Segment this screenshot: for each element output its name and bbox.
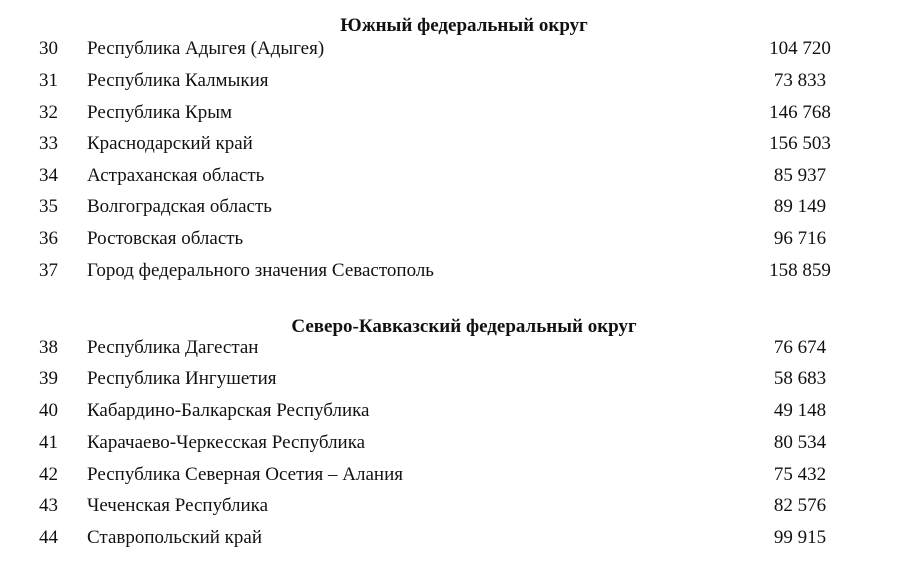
- region-value: 158 859: [769, 260, 831, 281]
- table-row: [0, 255, 904, 287]
- row-number: 42: [39, 464, 58, 485]
- region-name: Республика Адыгея (Адыгея): [87, 38, 325, 59]
- region-value: 99 915: [773, 527, 827, 548]
- section-title-north-caucasus: Северо-Кавказский федеральный округ: [291, 316, 637, 337]
- row-number: 36: [39, 228, 58, 249]
- row-number: 34: [39, 165, 58, 186]
- table-row: [0, 33, 904, 65]
- table-row: [0, 522, 904, 554]
- section-title-south: Южный федеральный округ: [340, 15, 588, 36]
- region-name: Республика Калмыкия: [87, 70, 269, 91]
- table-row: [0, 223, 904, 255]
- region-value: 96 716: [773, 228, 827, 249]
- region-value: 73 833: [773, 70, 827, 91]
- region-name: Чеченская Республика: [87, 495, 269, 516]
- region-value: 49 148: [773, 400, 827, 421]
- row-number: 43: [39, 495, 58, 516]
- region-name: Карачаево-Черкесская Республика: [87, 432, 366, 453]
- region-value: 104 720: [769, 38, 831, 59]
- table-row: [0, 160, 904, 192]
- row-number: 31: [39, 70, 58, 91]
- region-name: Ставропольский край: [87, 527, 263, 548]
- table-row: [0, 459, 904, 491]
- table-row: [0, 395, 904, 427]
- region-value: 75 432: [773, 464, 827, 485]
- row-number: 35: [39, 196, 58, 217]
- region-value: 89 149: [773, 196, 827, 217]
- row-number: 33: [39, 133, 58, 154]
- region-name: Республика Северная Осетия – Алания: [87, 464, 404, 485]
- row-number: 38: [39, 337, 58, 358]
- table-row: [0, 128, 904, 160]
- row-number: 30: [39, 38, 58, 59]
- region-name: Республика Крым: [87, 102, 233, 123]
- table-row: [0, 363, 904, 395]
- table-row: [0, 65, 904, 97]
- region-value: 85 937: [773, 165, 827, 186]
- table-row: [0, 427, 904, 459]
- region-value: 82 576: [773, 495, 827, 516]
- region-value: 76 674: [773, 337, 827, 358]
- region-name: Республика Ингушетия: [87, 368, 277, 389]
- region-value: 80 534: [773, 432, 827, 453]
- row-number: 39: [39, 368, 58, 389]
- row-number: 37: [39, 260, 58, 281]
- region-name: Волгоградская область: [87, 196, 272, 217]
- table-row: [0, 191, 904, 223]
- row-number: 44: [39, 527, 58, 548]
- region-name: Ростовская область: [87, 228, 244, 249]
- region-value: 146 768: [769, 102, 831, 123]
- region-value: 58 683: [773, 368, 827, 389]
- region-name: Кабардино-Балкарская Республика: [87, 400, 370, 421]
- region-name: Город федерального значения Севастополь: [87, 260, 434, 281]
- table-row: [0, 97, 904, 129]
- table-row: [0, 332, 904, 364]
- row-number: 41: [39, 432, 58, 453]
- region-name: Астраханская область: [87, 165, 265, 186]
- region-value: 156 503: [769, 133, 831, 154]
- row-number: 40: [39, 400, 58, 421]
- table-row: [0, 490, 904, 522]
- row-number: 32: [39, 102, 58, 123]
- region-name: Краснодарский край: [87, 133, 253, 154]
- region-name: Республика Дагестан: [87, 337, 259, 358]
